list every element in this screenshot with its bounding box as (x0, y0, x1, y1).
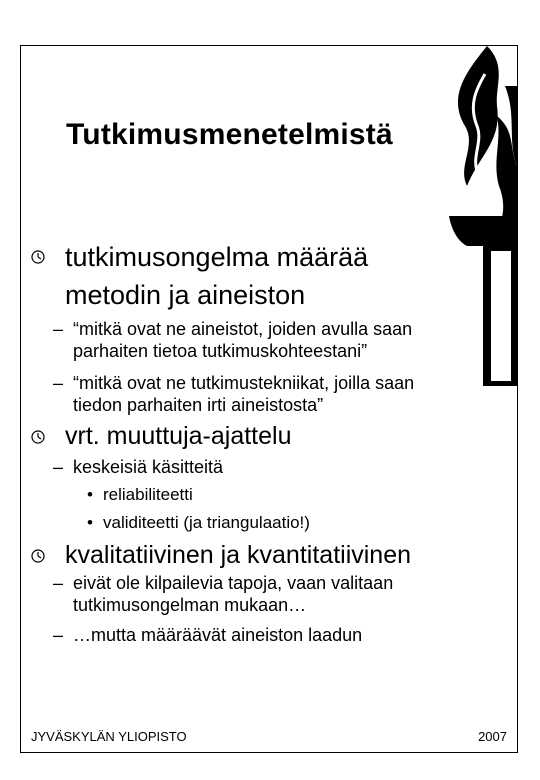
sub-item-line2: tiedon parhaiten irti aineistosta” (73, 395, 324, 415)
sub-item-line1: …mutta määräävät aineiston laadun (73, 625, 363, 645)
sub-item-line1: “mitkä ovat ne aineistot, joiden avulla saan (73, 319, 413, 339)
dash-marker: – (53, 373, 64, 393)
bullet-marker: • (87, 485, 93, 504)
bullet-text: reliabiliteetti (103, 485, 193, 504)
dash-marker: – (53, 457, 64, 477)
clock-bullet-icon (31, 430, 45, 444)
clock-bullet-icon (31, 549, 45, 563)
list-item (65, 238, 368, 314)
dash-marker: – (53, 573, 64, 593)
sub-list-item (53, 318, 413, 362)
item-text-line2: metodin ja aineiston (65, 280, 306, 310)
bullet-item (87, 484, 193, 506)
sub-item-line2: parhaiten tietoa tutkimuskohteestani” (73, 341, 368, 361)
slide (20, 45, 518, 753)
item-text-line1: tutkimusongelma määrää (65, 242, 369, 272)
list-item (65, 536, 411, 574)
sub-item-line1: eivät ole kilpailevia tapoja, vaan valitaan (73, 573, 394, 593)
footer-year: 2007 (478, 729, 507, 744)
sub-item-line1: “mitkä ovat ne tutkimustekniikat, joilla saan (73, 373, 415, 393)
item-text: vrt. muuttuja-ajattelu (65, 422, 292, 450)
bullet-text: validiteetti (ja triangulaatio!) (103, 513, 310, 532)
bullet-marker: • (87, 513, 93, 532)
sub-list-item (53, 624, 363, 646)
item-text: kvalitatiivinen ja kvantitatiivinen (65, 541, 412, 569)
slide-title: Tutkimusmenetelmistä (66, 118, 393, 151)
university-torch-logo-icon (427, 46, 517, 396)
sub-item-text: keskeisiä käsitteitä (73, 457, 224, 477)
sub-list-item (53, 456, 224, 478)
sub-list-item (53, 572, 394, 616)
sub-list-item (53, 372, 415, 416)
dash-marker: – (53, 319, 64, 339)
footer-university: JYVÄSKYLÄN YLIOPISTO (31, 729, 187, 744)
dash-marker: – (53, 625, 64, 645)
bullet-item (87, 512, 310, 534)
list-item (65, 417, 292, 455)
clock-bullet-icon (31, 250, 45, 264)
sub-item-line2: tutkimusongelman mukaan… (73, 595, 307, 615)
